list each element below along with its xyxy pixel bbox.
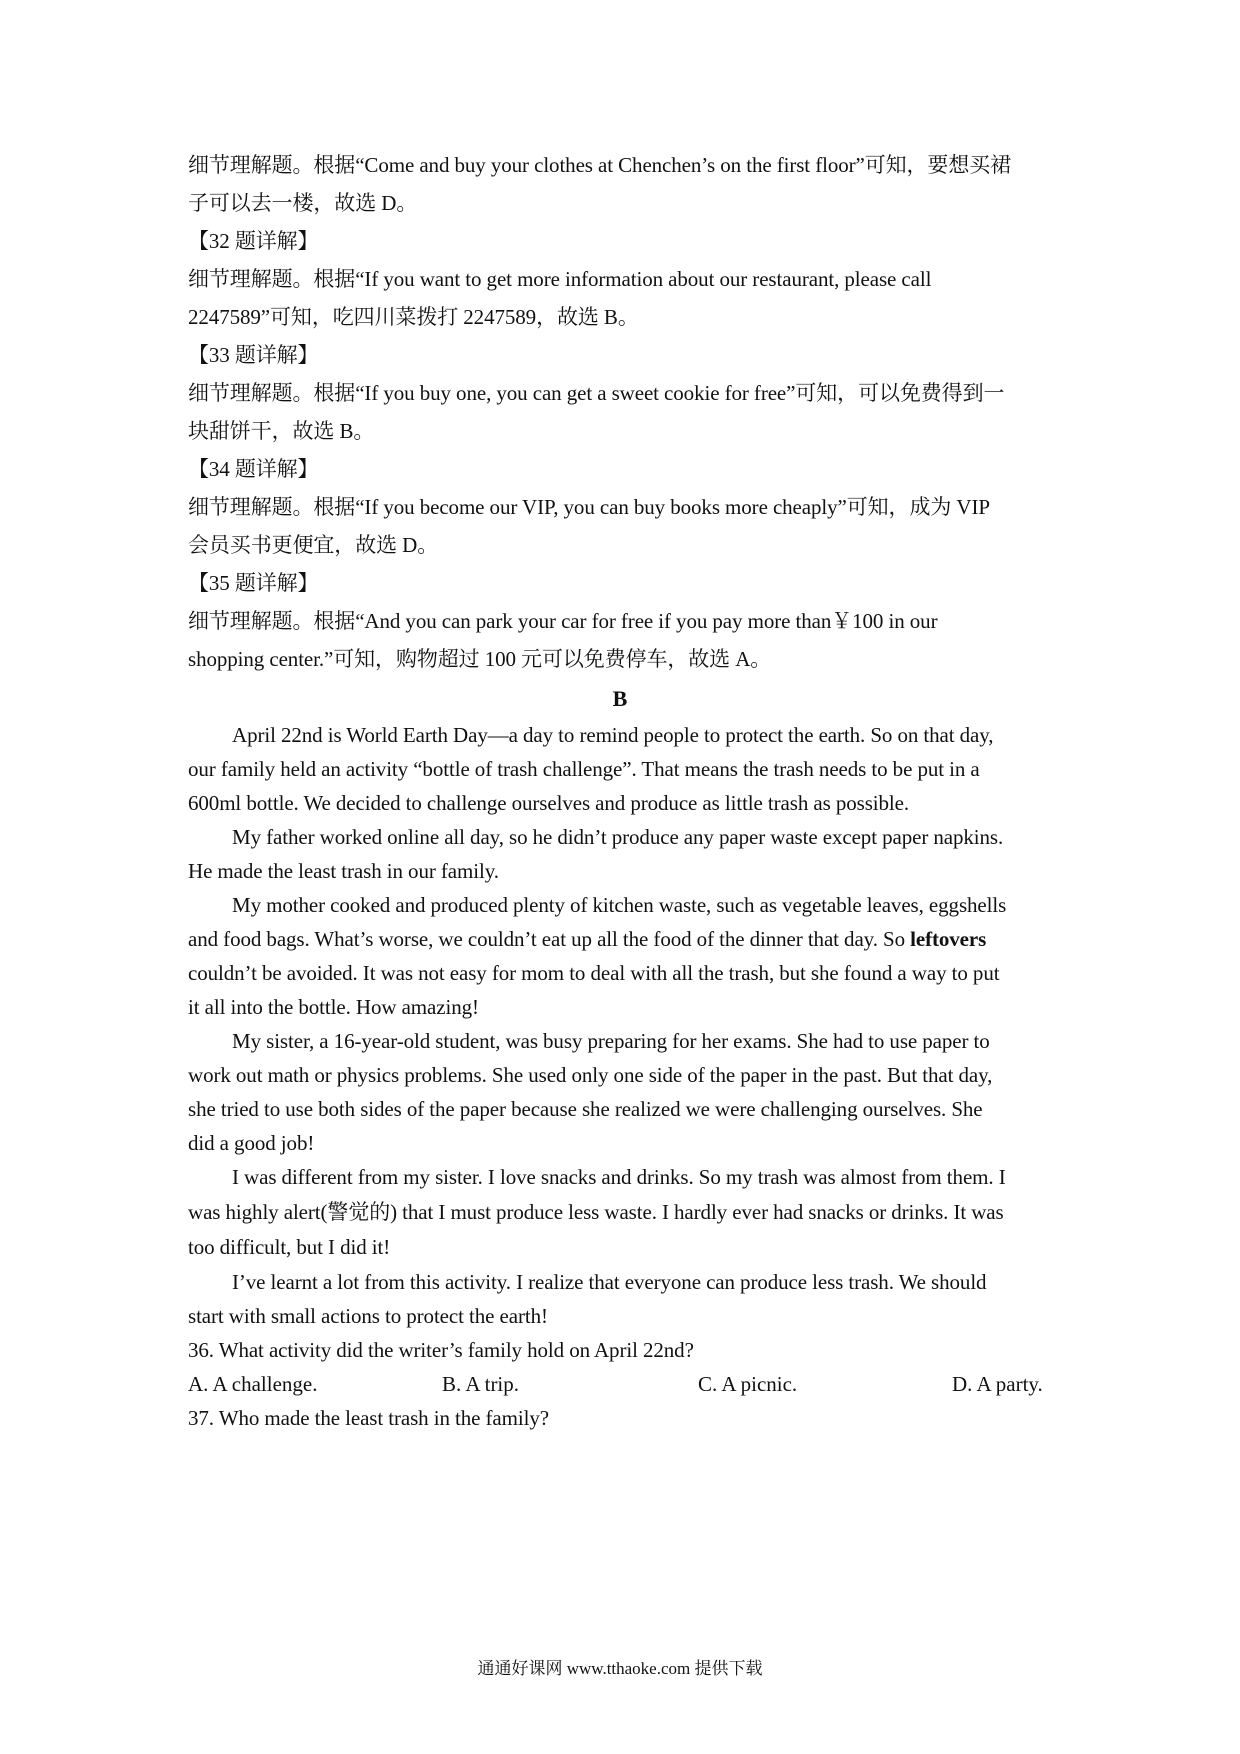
q32-title: 【32 题详解】 <box>188 229 319 253</box>
passage-p3-line4: it all into the bottle. How amazing! <box>188 995 479 1019</box>
q36-option-d: D. A party. <box>952 1372 1043 1396</box>
passage-p3-line3: couldn’t be avoided. It was not easy for mom to deal with all the trash, but she found a way to put <box>188 961 1000 985</box>
passage-p3-line2 <box>188 925 1068 953</box>
passage-p1-line1: April 22nd is World Earth Day—a day to remind people to protect the earth. So on that day, <box>232 723 994 747</box>
section-heading: B <box>612 686 628 711</box>
passage-p4-line1: My sister, a 16-year-old student, was busy preparing for her exams. She had to use paper to <box>232 1029 990 1053</box>
passage-p6-line2: start with small actions to protect the earth! <box>188 1304 548 1328</box>
passage-p6-line1: I’ve learnt a lot from this activity. I realize that everyone can produce less trash. We should <box>232 1270 987 1294</box>
q34-title: 【34 题详解】 <box>188 457 319 481</box>
passage-p5-line1: I was different from my sister. I love snacks and drinks. So my trash was almost from them. I <box>232 1165 1006 1189</box>
passage-p1-line2: our family held an activity “bottle of trash challenge”. That means the trash needs to be put in a <box>188 757 980 781</box>
q35-title: 【35 题详解】 <box>188 571 319 595</box>
footer-watermark-text: 通通好课网 www.tthaoke.com 提供下载 <box>477 1659 763 1678</box>
q33-explanation-line1: 细节理解题。根据“If you buy one, you can get a sweet cookie for free”可知，可以免费得到一 <box>188 381 1005 405</box>
passage-p5-line2: was highly alert(警觉的) that I must produce less waste. I hardly ever had snacks or drinks. It was <box>188 1200 1004 1224</box>
passage-p2-line2: He made the least trash in our family. <box>188 859 499 883</box>
question-36: 36. What activity did the writer’s family hold on April 22nd? <box>188 1338 694 1362</box>
q36-option-c: C. A picnic. <box>698 1372 798 1396</box>
passage-p2-line1: My father worked online all day, so he didn’t produce any paper waste except paper napkins. <box>232 825 1004 849</box>
passage-p3-line1: My mother cooked and produced plenty of kitchen waste, such as vegetable leaves, eggshells <box>232 893 1007 917</box>
passage-p4-line2: work out math or physics problems. She used only one side of the paper in the past. But that day, <box>188 1063 993 1087</box>
passage-p3-line2-text: and food bags. What’s worse, we couldn’t eat up all the food of the dinner that day. So <box>188 927 911 951</box>
q36-option-b: B. A trip. <box>442 1372 520 1396</box>
question-37: 37. Who made the least trash in the family? <box>188 1406 549 1430</box>
q33-explanation-line2: 块甜饼干，故选 B。 <box>188 419 375 443</box>
passage-p1-line3: 600ml bottle. We decided to challenge ourselves and produce as little trash as possible. <box>188 791 910 815</box>
q31-explanation-line2: 子可以去一楼，故选 D。 <box>188 191 418 215</box>
passage-p5-line3: too difficult, but I did it! <box>188 1235 391 1259</box>
q35-explanation-line2: shopping center.”可知，购物超过 100 元可以免费停车，故选 A。 <box>188 647 772 671</box>
q31-explanation-line1: 细节理解题。根据“Come and buy your clothes at Chenchen’s on the first floor”可知，要想买裙 <box>188 153 1012 177</box>
q34-explanation-line2: 会员买书更便宜，故选 D。 <box>188 533 439 557</box>
q34-explanation-line1: 细节理解题。根据“If you become our VIP, you can buy books more cheaply”可知，成为 VIP <box>188 495 990 519</box>
passage-p4-line3: she tried to use both sides of the paper because she realized we were challenging ourselves. She <box>188 1097 983 1121</box>
q36-option-a: A. A challenge. <box>188 1372 318 1396</box>
q35-explanation-line1: 细节理解题。根据“And you can park your car for free if you pay more than￥100 in our <box>188 609 938 633</box>
leftovers-bold-word: leftovers <box>910 927 987 951</box>
q32-explanation-line2: 2247589”可知，吃四川菜拨打 2247589，故选 B。 <box>188 305 639 329</box>
q33-title: 【33 题详解】 <box>188 343 319 367</box>
q32-explanation-line1: 细节理解题。根据“If you want to get more information about our restaurant, please call <box>188 267 932 291</box>
passage-p4-line4: did a good job! <box>188 1131 315 1155</box>
